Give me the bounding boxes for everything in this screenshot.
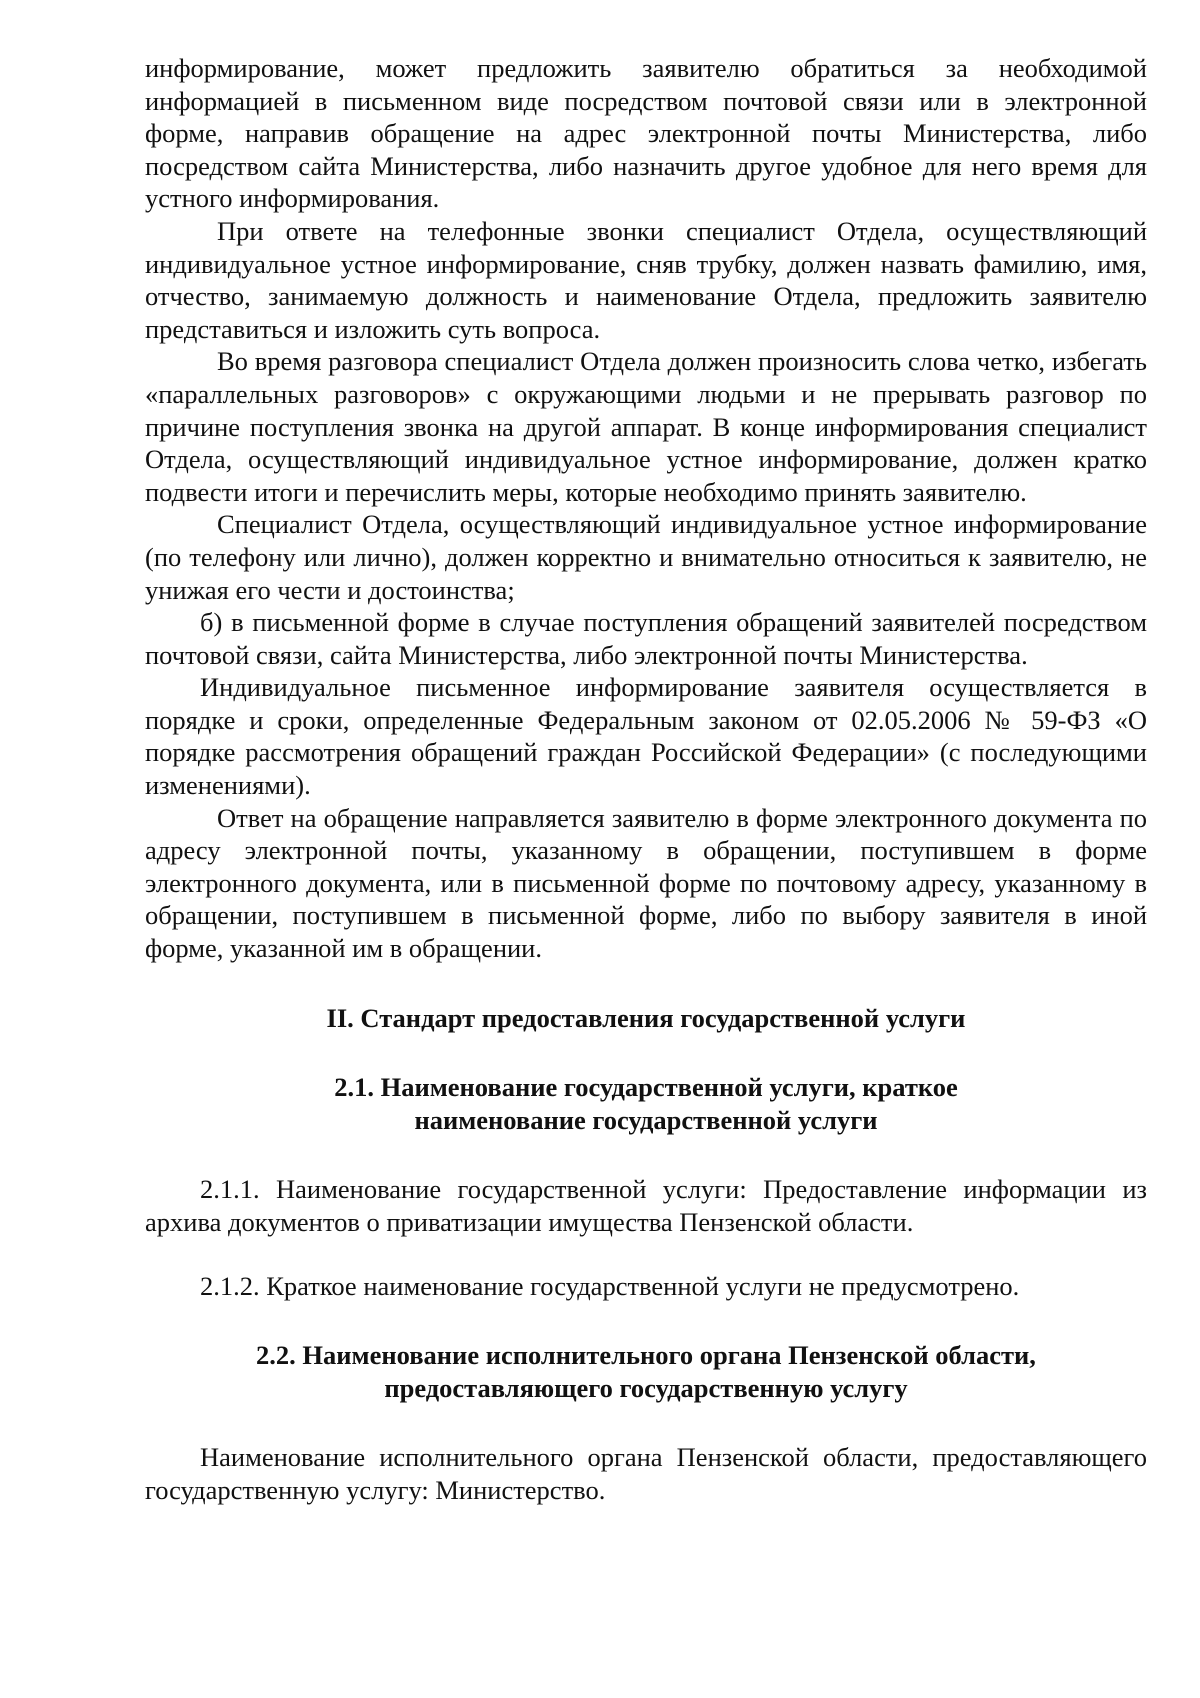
subsection-heading-2-1 bbox=[145, 1071, 1147, 1136]
subsection-heading-2-2-line1: 2.2. Наименование исполнительного органа Пензенской области, bbox=[256, 1340, 1036, 1371]
subsection-heading-2-2 bbox=[145, 1339, 1147, 1404]
paragraph-phone-calls: При ответе на телефонные звонки специалист Отдела, осуществляющий индивидуальное устное информирование, сняв трубку, должен назвать фамилию, имя, отчество, занимаемую должность и наименование Отдела, предложить заявителю представиться и изложить суть вопроса. bbox=[145, 215, 1147, 344]
paragraph-specialist-conduct: Специалист Отдела, осуществляющий индивидуальное устное информирование (по телефону или лично), должен корректно и внимательно относиться к заявителю, не унижая его чести и достоинства; bbox=[145, 509, 1147, 605]
paragraph-individual-written: Индивидуальное письменное информирование заявителя осуществляется в порядке и сроки, определенные Федеральным законом от 02.05.2006 № 59-ФЗ «О порядке рассмотрения обращений граждан Российской Федерации» (с последующими изменениями). bbox=[145, 672, 1147, 801]
subsection-heading-2-2-line2: предоставляющего государственную услугу bbox=[384, 1372, 908, 1403]
paragraph-conversation-rules: Во время разговора специалист Отдела должен произносить слова четко, избегать «параллельных разговоров» с окружающими людьми и не прерывать разговор по причине поступления звонка на другой аппарат. В конце информирования специалист Отдела, осуществляющий индивидуальное устное информирование, должен кратко подвести итоги и перечислить меры, которые необходимо принять заявителю. bbox=[145, 346, 1147, 507]
document-page bbox=[145, 52, 1147, 1507]
paragraph-short-name: 2.1.2. Краткое наименование государственной услуги не предусмотрено. bbox=[200, 1270, 1020, 1301]
subsection-heading-2-1-line1: 2.1. Наименование государственной услуги, краткое bbox=[334, 1072, 958, 1103]
section-heading: II. Стандарт предоставления государственной услуги bbox=[326, 1002, 966, 1033]
paragraph-written-form: б) в письменной форме в случае поступления обращений заявителей посредством почтовой связи, сайта Министерства, либо электронной почты Министерства. bbox=[145, 607, 1147, 670]
paragraph-service-name: 2.1.1. Наименование государственной услуги: Предоставление информации из архива документов о приватизации имущества Пензенской области. bbox=[145, 1174, 1147, 1237]
paragraph-response-delivery: Ответ на обращение направляется заявителю в форме электронного документа по адресу электронной почты, указанному в обращении, поступившем в форме электронного документа, или в письменной форме по почтовому адресу, указанному в обращении, поступившем в письменной форме, либо по выбору заявителя в иной форме, указанной им в обращении. bbox=[145, 802, 1147, 964]
subsection-heading-2-1-line2: наименование государственной услуги bbox=[414, 1104, 878, 1135]
paragraph-executive-body: Наименование исполнительного органа Пензенской области, предоставляющего государственную услугу: Министерство. bbox=[145, 1442, 1147, 1505]
paragraph-informing-options: информирование, может предложить заявителю обратиться за необходимой информацией в письменном виде посредством почтовой связи или в электронной форме, направив обращение на адрес электронной почты Министерства, либо посредством сайта Министерства, либо назначить другое удобное для него время для устного информирования. bbox=[145, 53, 1147, 214]
